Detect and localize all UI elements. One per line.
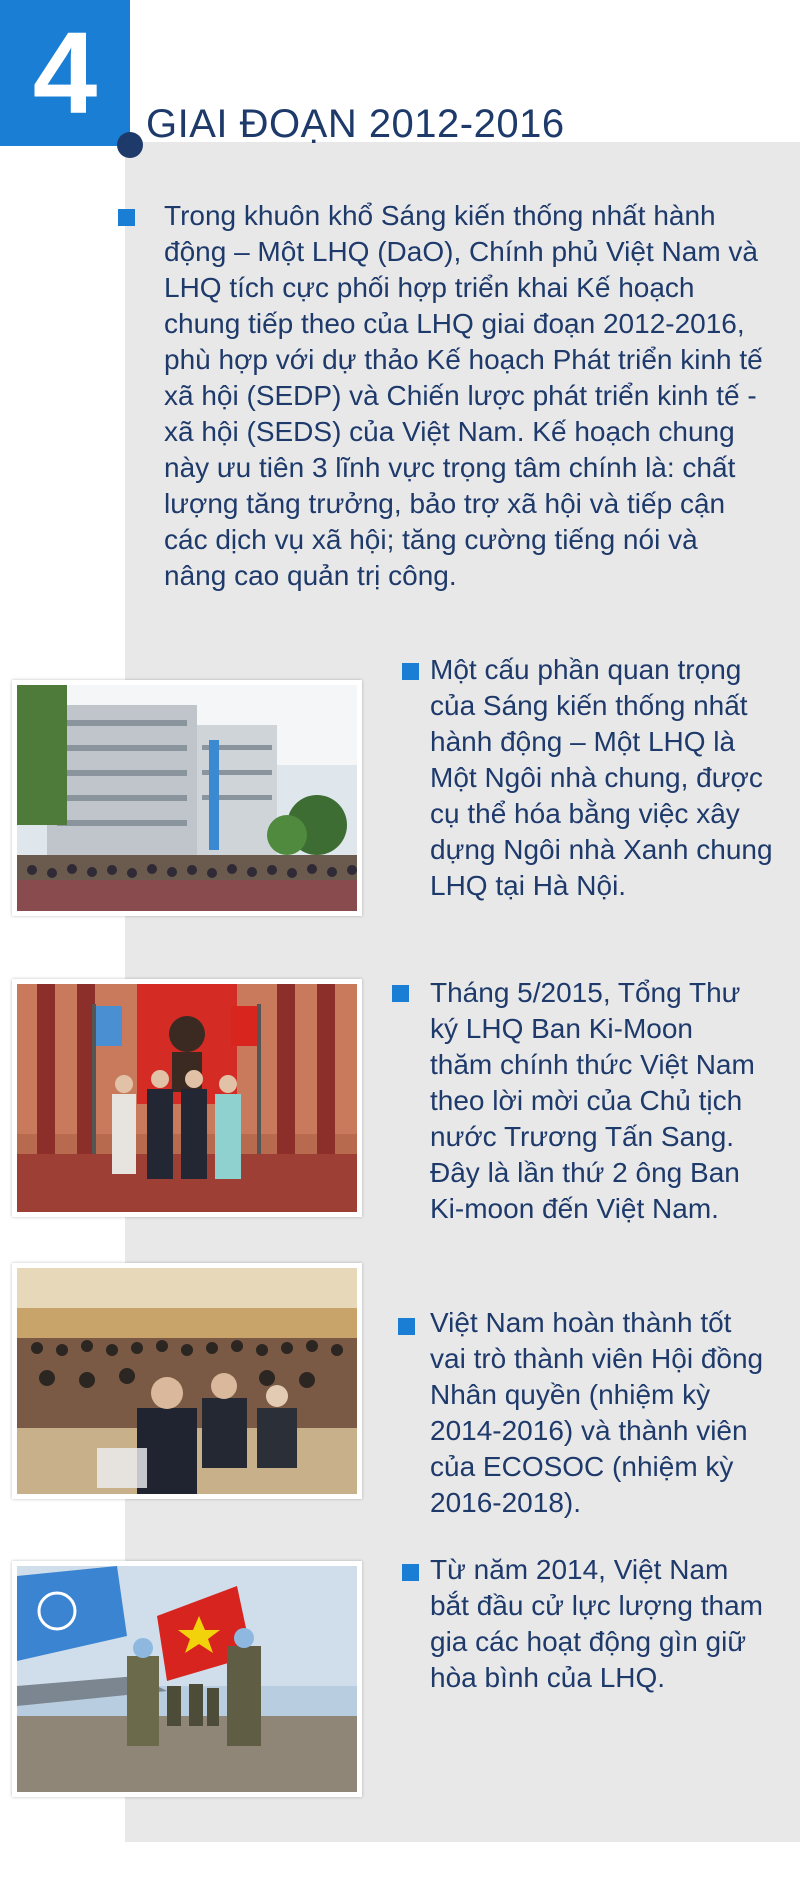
item-4-text: Từ năm 2014, Việt Nam bắt đầu cử lực lượng tham gia các hoạt động gìn giữ hòa bình của LHQ.: [430, 1554, 763, 1693]
section-number: 4: [32, 8, 98, 138]
bullet-square-icon: [402, 1564, 419, 1581]
photo-peacekeeping: [12, 1561, 362, 1797]
bullet-square-icon: [392, 985, 409, 1002]
intro-paragraph: Trong khuôn khổ Sáng kiến thống nhất hành động – Một LHQ (DaO), Chính phủ Việt Nam và LHQ tích cực phối hợp triển khai Kế hoạch chung tiếp theo của LHQ giai đoạn 2012-2016, phù hợp với dự thảo Kế hoạch Phát triển kinh tế xã hội (SEDP) và Chiến lược phát triển kinh tế - xã hội (SEDS) của Việt Nam. Kế hoạch chung này ưu tiên 3 lĩnh vực trọng tâm chính là: chất lượng tăng trưởng, bảo trợ xã hội và tiếp cận các dịch vụ xã hội; tăng cường tiếng nói và nâng cao quản trị công.: [164, 200, 763, 591]
item-3-text: Việt Nam hoàn thành tốt vai trò thành viên Hội đồng Nhân quyền (nhiệm kỳ 2014-2016) và thành viên của ECOSOC (nhiệm kỳ 2016-2018).: [430, 1307, 764, 1518]
photo-un-green-house: [12, 680, 362, 916]
photo-ban-ki-moon-visit: [12, 979, 362, 1217]
section-title: GIAI ĐOẠN 2012-2016: [146, 102, 565, 146]
photo-human-rights-council: [12, 1263, 362, 1499]
item-1-text: Một cấu phần quan trọng của Sáng kiến thống nhất hành động – Một LHQ là Một Ngôi nhà chung, được cụ thể hóa bằng việc xây dựng Ngôi nhà Xanh chung LHQ tại Hà Nội.: [430, 654, 773, 901]
bullet-square-icon: [398, 1318, 415, 1335]
item-2-text: Tháng 5/2015, Tổng Thư ký LHQ Ban Ki-Moon thăm chính thức Việt Nam theo lời mời của Chủ tịch nước Trương Tấn Sang. Đây là lần thứ 2 ông Ban Ki-moon đến Việt Nam.: [430, 977, 755, 1224]
section-number-box: [0, 0, 130, 146]
bullet-square-icon: [118, 209, 135, 226]
title-dot-icon: [117, 132, 143, 158]
bullet-square-icon: [402, 663, 419, 680]
